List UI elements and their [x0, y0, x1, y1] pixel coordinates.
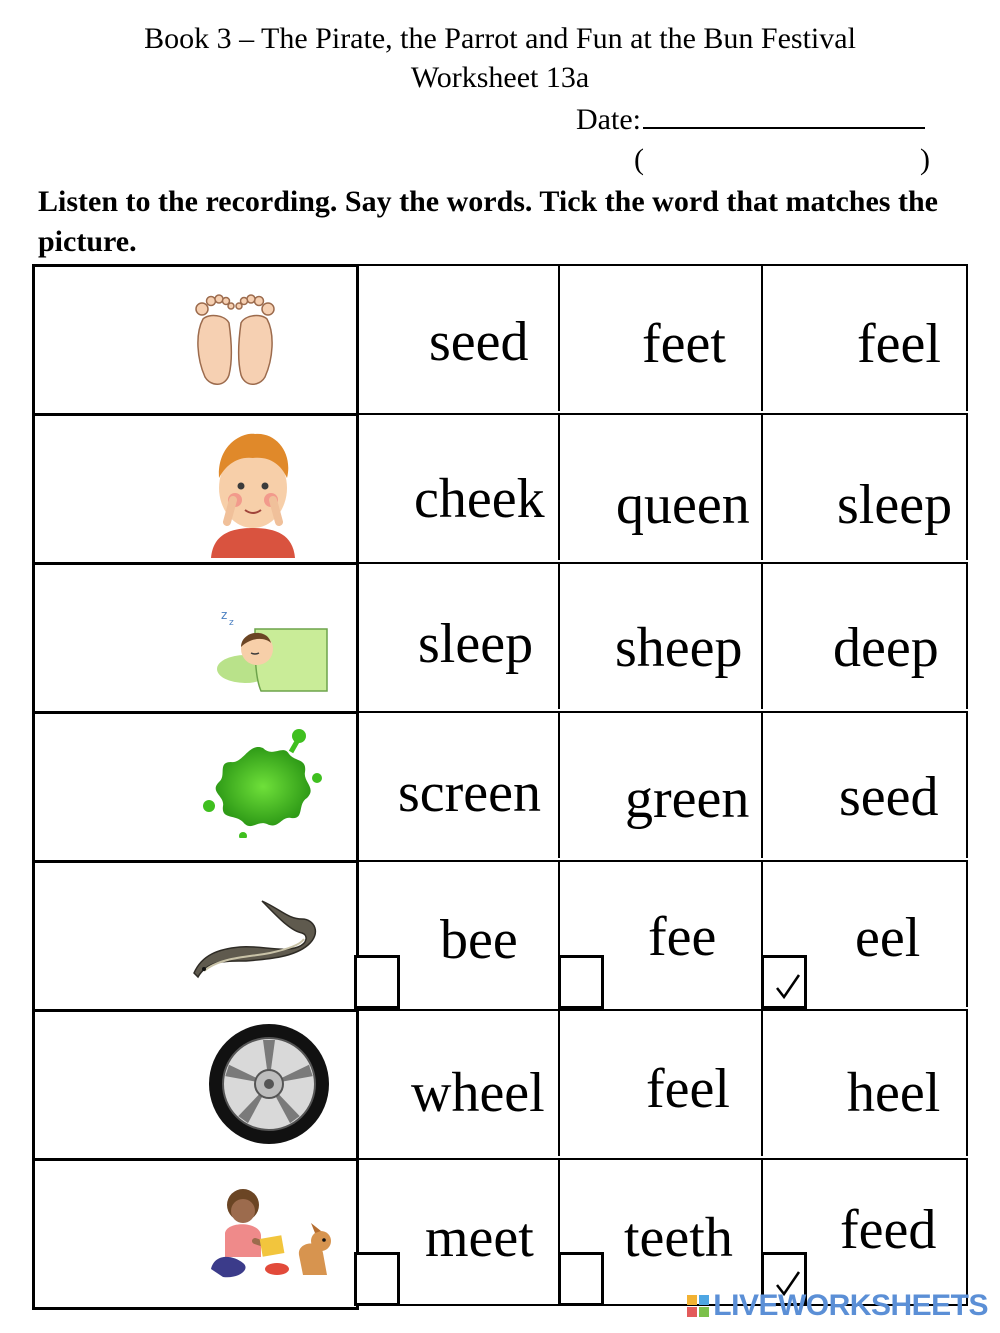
feeding-dog-picture: [203, 1183, 339, 1283]
answer-checkbox[interactable]: [354, 1252, 400, 1306]
worksheet-title: Book 3 – The Pirate, the Parrot and Fun at the Bun Festival: [144, 22, 856, 55]
word-cell[interactable]: [763, 711, 968, 858]
picture-cell: [32, 264, 359, 414]
word-cell[interactable]: [763, 562, 968, 709]
word-option: feel: [857, 313, 941, 375]
brand-logo: [686, 1291, 988, 1321]
date-field[interactable]: [576, 103, 925, 135]
picture-cell: [32, 562, 359, 712]
worksheet-row: [32, 1158, 968, 1307]
word-cell[interactable]: [356, 1009, 560, 1156]
worksheet-row: [32, 711, 968, 860]
word-option: sheep: [615, 617, 743, 679]
paren-open: (: [634, 143, 644, 176]
word-option: queen: [616, 474, 750, 536]
date-label: Date:: [576, 103, 641, 136]
word-option: feet: [642, 313, 726, 375]
picture-cell: [32, 1158, 359, 1310]
word-option: sleep: [418, 613, 534, 675]
word-option: heel: [847, 1062, 941, 1124]
worksheet-row: [32, 562, 968, 711]
word-cell[interactable]: [763, 860, 968, 1007]
brand-icon: [686, 1294, 710, 1318]
answer-checkbox[interactable]: [761, 955, 807, 1009]
word-cell[interactable]: [763, 1009, 968, 1156]
word-cell[interactable]: [763, 1158, 968, 1306]
word-cell[interactable]: [356, 264, 560, 411]
word-cell[interactable]: [560, 1009, 763, 1156]
date-input-line[interactable]: [643, 103, 925, 129]
svg-text:z: z: [221, 608, 228, 622]
eel-picture: [190, 895, 330, 987]
worksheet-row: [32, 264, 968, 413]
brand-text: LIVEWORKSHEETS: [713, 1289, 988, 1322]
word-cell[interactable]: [356, 562, 560, 709]
word-option: sleep: [837, 474, 953, 536]
instruction-text: Listen to the recording. Say the words. Tick the word that matches the picture.: [38, 185, 938, 258]
word-option: feel: [646, 1058, 730, 1120]
boy-cheeks-picture: [203, 426, 303, 558]
word-cell[interactable]: [356, 860, 560, 1007]
word-cell[interactable]: [560, 1158, 763, 1306]
word-option: eel: [855, 907, 921, 969]
word-option: cheek: [414, 468, 545, 530]
answer-checkbox[interactable]: [558, 955, 604, 1009]
tick-icon: [774, 972, 802, 1000]
picture-cell: [32, 860, 359, 1010]
word-cell[interactable]: [560, 711, 763, 858]
word-option: feed: [840, 1199, 937, 1261]
word-option: seed: [429, 311, 529, 373]
green-splat-picture: [203, 728, 325, 838]
worksheet-row: [32, 413, 968, 562]
word-cell[interactable]: [560, 860, 763, 1007]
word-option: green: [625, 768, 750, 830]
word-cell[interactable]: [356, 413, 560, 560]
sleeping-child-picture: [215, 603, 330, 693]
feet-picture: [185, 289, 285, 389]
word-option: wheel: [411, 1062, 545, 1124]
answer-checkbox[interactable]: [354, 955, 400, 1009]
word-option: seed: [839, 766, 939, 828]
word-cell[interactable]: [356, 1158, 560, 1306]
answer-checkbox[interactable]: [558, 1252, 604, 1306]
word-option: teeth: [624, 1207, 733, 1269]
word-option: deep: [833, 617, 939, 679]
word-cell[interactable]: [560, 413, 763, 560]
word-grid: [32, 264, 968, 1307]
word-cell[interactable]: [560, 562, 763, 709]
word-option: fee: [648, 906, 717, 968]
worksheet-row: [32, 860, 968, 1009]
word-option: meet: [425, 1207, 534, 1269]
word-cell[interactable]: [763, 264, 968, 411]
picture-cell: [32, 1009, 359, 1159]
paren-close: ): [920, 143, 930, 176]
picture-cell: [32, 711, 359, 861]
svg-text:z: z: [229, 618, 234, 628]
worksheet-subtitle: Worksheet 13a: [410, 61, 590, 94]
word-cell[interactable]: [560, 264, 763, 411]
word-option: screen: [398, 762, 542, 824]
wheel-picture: [207, 1022, 331, 1146]
word-cell[interactable]: [356, 711, 560, 858]
worksheet-row: [32, 1009, 968, 1158]
word-cell[interactable]: [763, 413, 968, 560]
picture-cell: [32, 413, 359, 563]
word-option: bee: [440, 909, 518, 971]
